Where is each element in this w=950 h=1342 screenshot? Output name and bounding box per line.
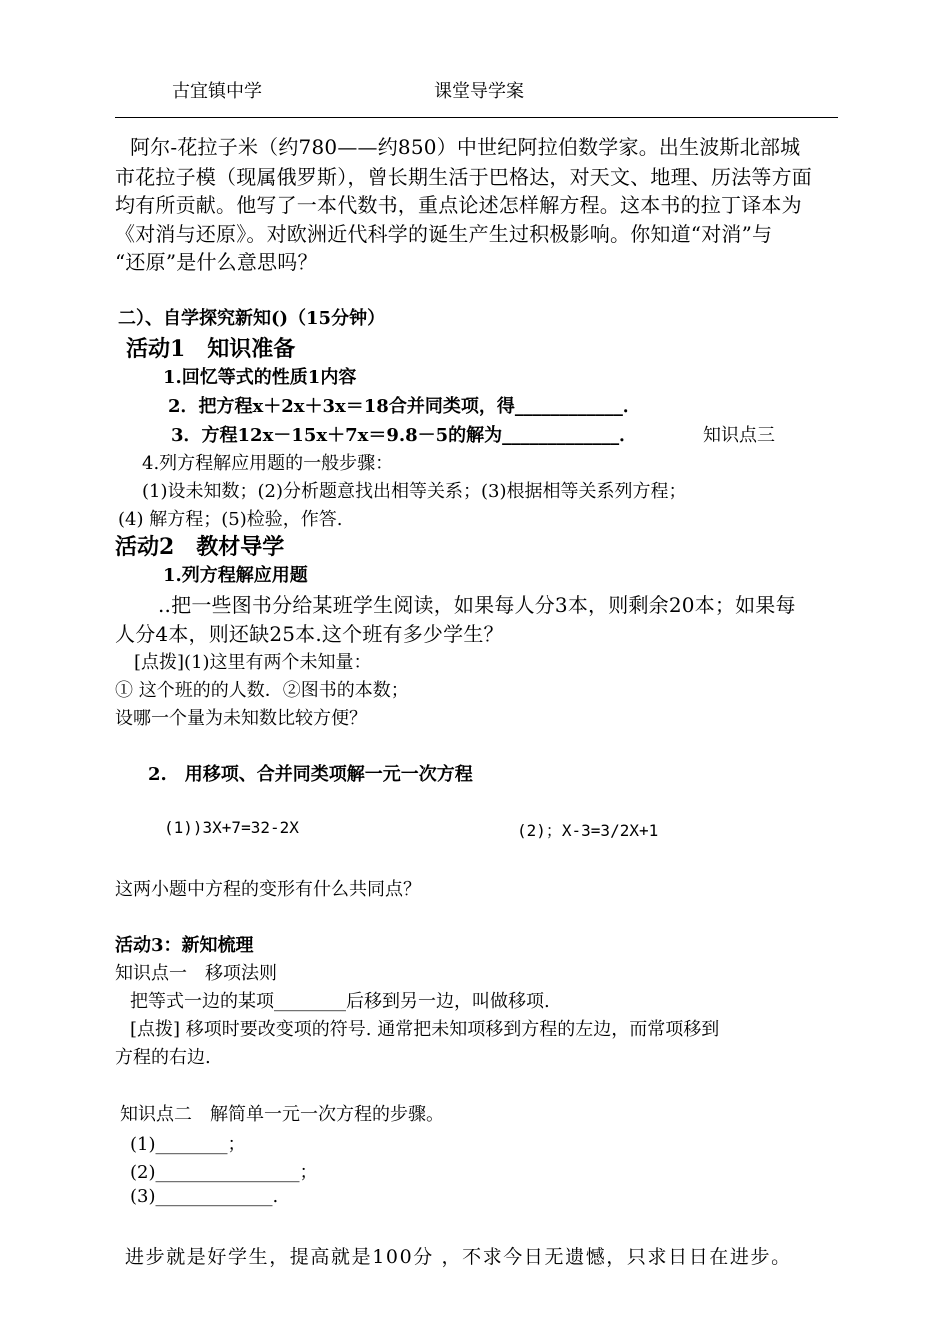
activity-2-question: 这两小题中方程的变形有什么共同点？: [115, 879, 421, 900]
equation-2: (2)；X-3=3/2X+1: [517, 821, 659, 840]
activity-2-title: 活动2 教材导学: [115, 534, 285, 560]
footer-motto: 进步就是好学生，提高就是100分 ，不求今日无遗憾，只求日日在进步。: [125, 1246, 792, 1268]
activity-1-item-1: 1.回忆等式的性质1内容: [163, 367, 357, 388]
intro-line: 市花拉子模（现属俄罗斯），曾长期生活于巴格达，对天文、地理、历法等方面: [115, 165, 812, 189]
activity-3-title: 活动3：新知梳理: [115, 935, 254, 956]
knowledge-point-note: 知识点三: [703, 425, 775, 446]
knowledge-point-1-hint: 方程的右边.: [115, 1047, 211, 1068]
intro-line: 均有所贡献。他写了一本代数书，重点论述怎样解方程。这本书的拉丁译本为: [115, 193, 802, 217]
steps-line: (1)设未知数；(2)分析题意找出相等关系；(3)根据相等关系列方程；: [142, 481, 687, 502]
activity-1-item-4: 4.列方程解应用题的一般步骤：: [142, 453, 394, 474]
intro-line: 《对消与还原》。对欧洲近代科学的诞生产生过积极影响。你知道“对消”与: [115, 222, 773, 246]
equation-1: (1))3X+7=32-2X: [164, 818, 299, 837]
knowledge-point-2-title: 知识点二 解简单一元一次方程的步骤。: [120, 1104, 444, 1125]
activity-1-title: 活动1 知识准备: [126, 336, 296, 362]
section-heading: 二）、自学探究新知()（15分钟）: [118, 308, 386, 329]
hint-line: 设哪一个量为未知数比较方便？: [115, 708, 367, 729]
intro-line: 阿尔-花拉子米（约780——约850）中世纪阿拉伯数学家。出生波斯北部城: [130, 135, 801, 159]
intro-line: “还原”是什么意思吗？: [115, 250, 318, 274]
activity-2-subtitle-1: 1.列方程解应用题: [163, 565, 308, 586]
step-blank-1: (1)________；: [130, 1134, 246, 1155]
activity-1-item-3: 3．方程12x－15x＋7x＝9.8－5的解为_____________．: [171, 425, 638, 446]
steps-line: (4) 解方程；(5)检验，作答.: [118, 509, 343, 530]
knowledge-point-1-hint: [点拨] 移项时要改变项的符号. 通常把未知项移到方程的左边，而常项移到: [130, 1019, 720, 1040]
document-title: 课堂导学案: [434, 81, 524, 102]
problem-line: 人分4本，则还缺25本.这个班有多少学生？: [115, 622, 504, 646]
step-blank-3: (3)_____________.: [130, 1186, 279, 1207]
problem-line: ..把一些图书分给某班学生阅读，如果每人分3本，则剩余20本；如果每: [158, 593, 796, 617]
activity-1-item-2: 2．把方程x＋2x＋3x＝18合并同类项，得____________．: [168, 396, 641, 417]
hint-line: ① 这个班的的人数．②图书的本数；: [115, 680, 409, 701]
knowledge-point-1-text: 把等式一边的某项________后移到另一边，叫做移项.: [130, 991, 550, 1012]
header-divider: [115, 117, 838, 118]
school-name: 古宜镇中学: [172, 81, 262, 102]
knowledge-point-1-title: 知识点一 移项法则: [115, 963, 277, 984]
step-blank-2: (2)________________；: [130, 1162, 318, 1183]
hint-line: [点拨](1)这里有两个未知量：: [134, 652, 372, 673]
activity-2-subtitle-2: 2. 用移项、合并同类项解一元一次方程: [148, 764, 473, 785]
